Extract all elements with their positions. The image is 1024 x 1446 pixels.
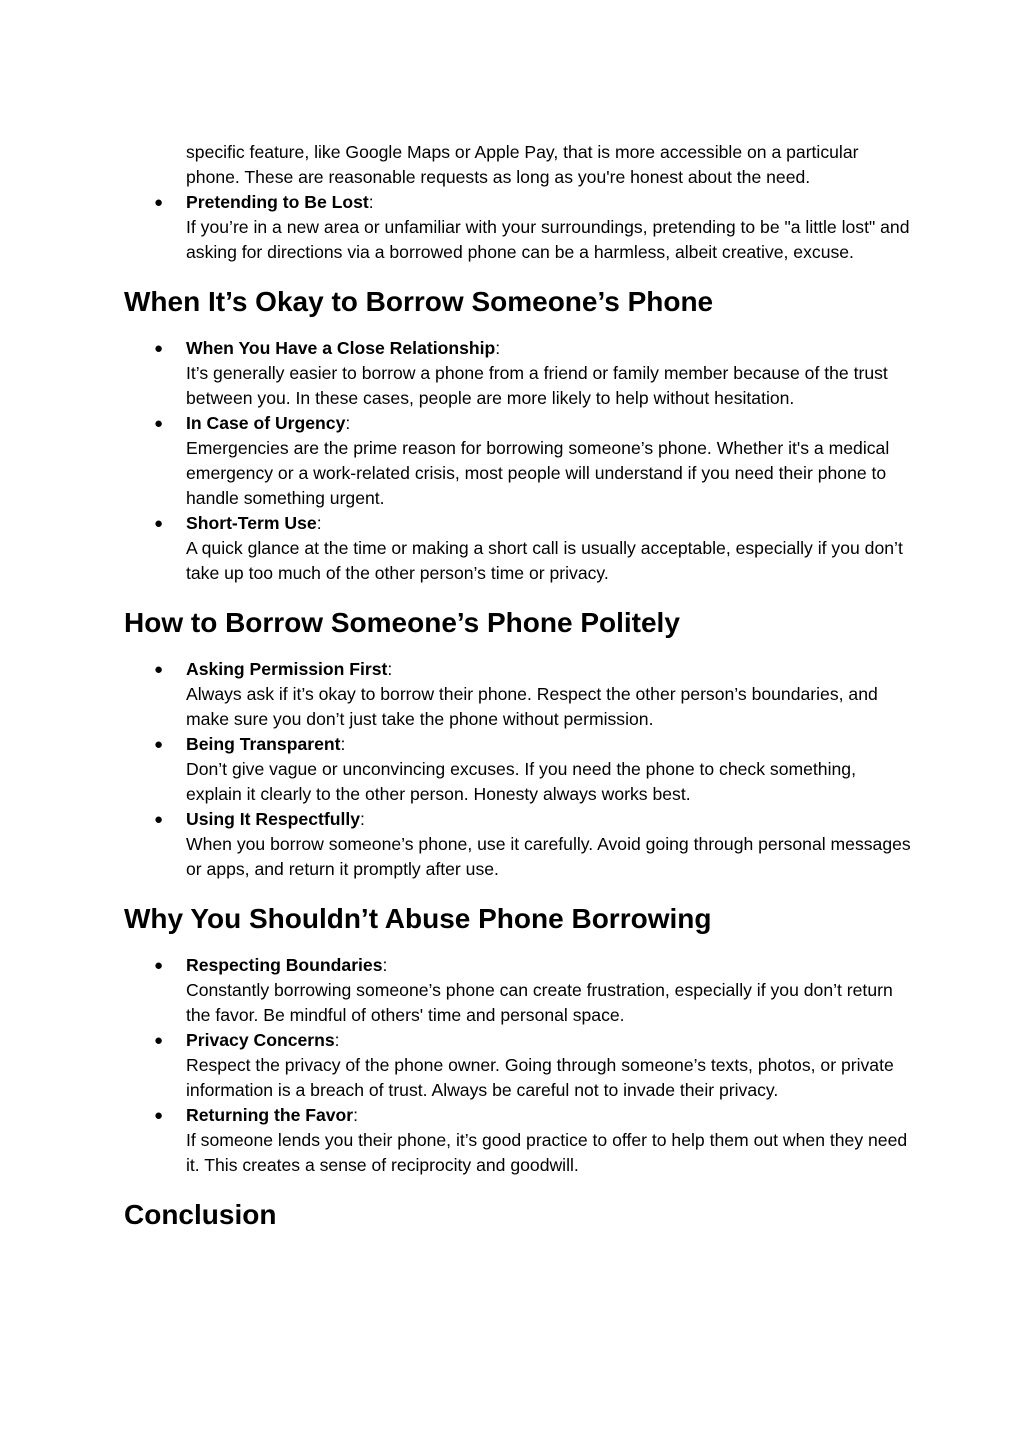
section-list [124,657,914,882]
section-heading: Conclusion [124,1198,277,1230]
item-colon: : [334,1029,340,1050]
section-list [124,336,914,586]
list-item [124,807,914,882]
list-item [124,953,914,1028]
item-description: A quick glance at the time or making a short call is usually acceptable, especially if you don’t take up too much of the other person’s time or privacy. [186,537,903,583]
item-colon: : [345,412,351,433]
list-item [124,511,914,586]
item-description: Respect the privacy of the phone owner. Going through someone’s texts, photos, or private information is a breach of trust. Always be careful not to invade their privacy. [186,1054,894,1100]
item-colon: : [387,658,393,679]
list-item [124,411,914,511]
item-colon: : [382,954,388,975]
bullet-icon: ● [154,514,164,532]
intro-continuation-text: specific feature, like Google Maps or Apple Pay, that is more accessible on a particular phone. These are reasonable requests as long as you're honest about the need. [186,141,859,187]
item-description: If someone lends you their phone, it’s good practice to offer to help them out when they need it. This creates a sense of reciprocity and goodwill. [186,1129,908,1175]
bullet-icon: ● [154,735,164,753]
section-list [124,953,914,1178]
bullet-icon: ● [154,956,164,974]
bullet-icon: ● [154,339,164,357]
item-title: Returning the Favor [186,1104,354,1125]
item-title: Using It Respectfully [186,808,361,829]
item-colon: : [495,337,501,358]
section-heading: Why You Shouldn’t Abuse Phone Borrowing [124,902,712,934]
list-item [124,657,914,732]
item-title: Short-Term Use [186,512,317,533]
bullet-icon: ● [154,414,164,432]
bullet-icon: ● [154,810,164,828]
item-colon: : [353,1104,359,1125]
item-colon: : [340,733,346,754]
item-title: Respecting Boundaries [186,954,383,975]
list-item [124,1103,914,1178]
list-item [124,1028,914,1103]
item-title: When You Have a Close Relationship [186,337,496,358]
bullet-icon: ● [154,1106,164,1124]
item-colon: : [360,808,365,829]
section-heading: When It’s Okay to Borrow Someone’s Phone [124,285,714,317]
item-title: Being Transparent [186,733,341,754]
bullet-icon: ● [154,1031,164,1049]
item-description: If you’re in a new area or unfamiliar with your surroundings, pretending to be "a little lost" and asking for directions via a borrowed phone can be a harmless, albeit creative, excuse. [186,216,910,262]
item-description: Don’t give vague or unconvincing excuses. If you need the phone to check something, explain it clearly to the other person. Honesty always works best. [186,758,856,804]
item-title: In Case of Urgency [186,412,346,433]
list-item [124,336,914,411]
item-title: Asking Permission First [186,658,388,679]
list-item [124,732,914,807]
bullet-icon: ● [154,660,164,678]
item-colon: : [368,191,374,212]
item-description: When you borrow someone’s phone, use it carefully. Avoid going through personal messages or apps, and return it promptly after use. [186,833,911,879]
item-description: Constantly borrowing someone’s phone can create frustration, especially if you don’t return the favor. Be mindful of others' time and personal space. [186,979,893,1025]
bullet-icon: ● [154,193,164,211]
item-description: It’s generally easier to borrow a phone from a friend or family member because of the trust between you. In these cases, people are more likely to help without hesitation. [186,362,888,408]
item-description: Always ask if it’s okay to borrow their phone. Respect the other person’s boundaries, and make sure you don’t just take the phone without permission. [186,683,878,729]
section-heading: How to Borrow Someone’s Phone Politely [124,606,680,638]
document-content [124,122,914,1232]
item-title: Privacy Concerns [186,1029,335,1050]
intro-list [124,190,914,265]
item-colon: : [316,512,322,533]
item-description: Emergencies are the prime reason for borrowing someone’s phone. Whether it's a medical emergency or a work-related crisis, most people will understand if you need their phone to handle something urgent. [186,437,890,508]
list-item [124,190,914,265]
item-title: Pretending to Be Lost [186,191,369,212]
